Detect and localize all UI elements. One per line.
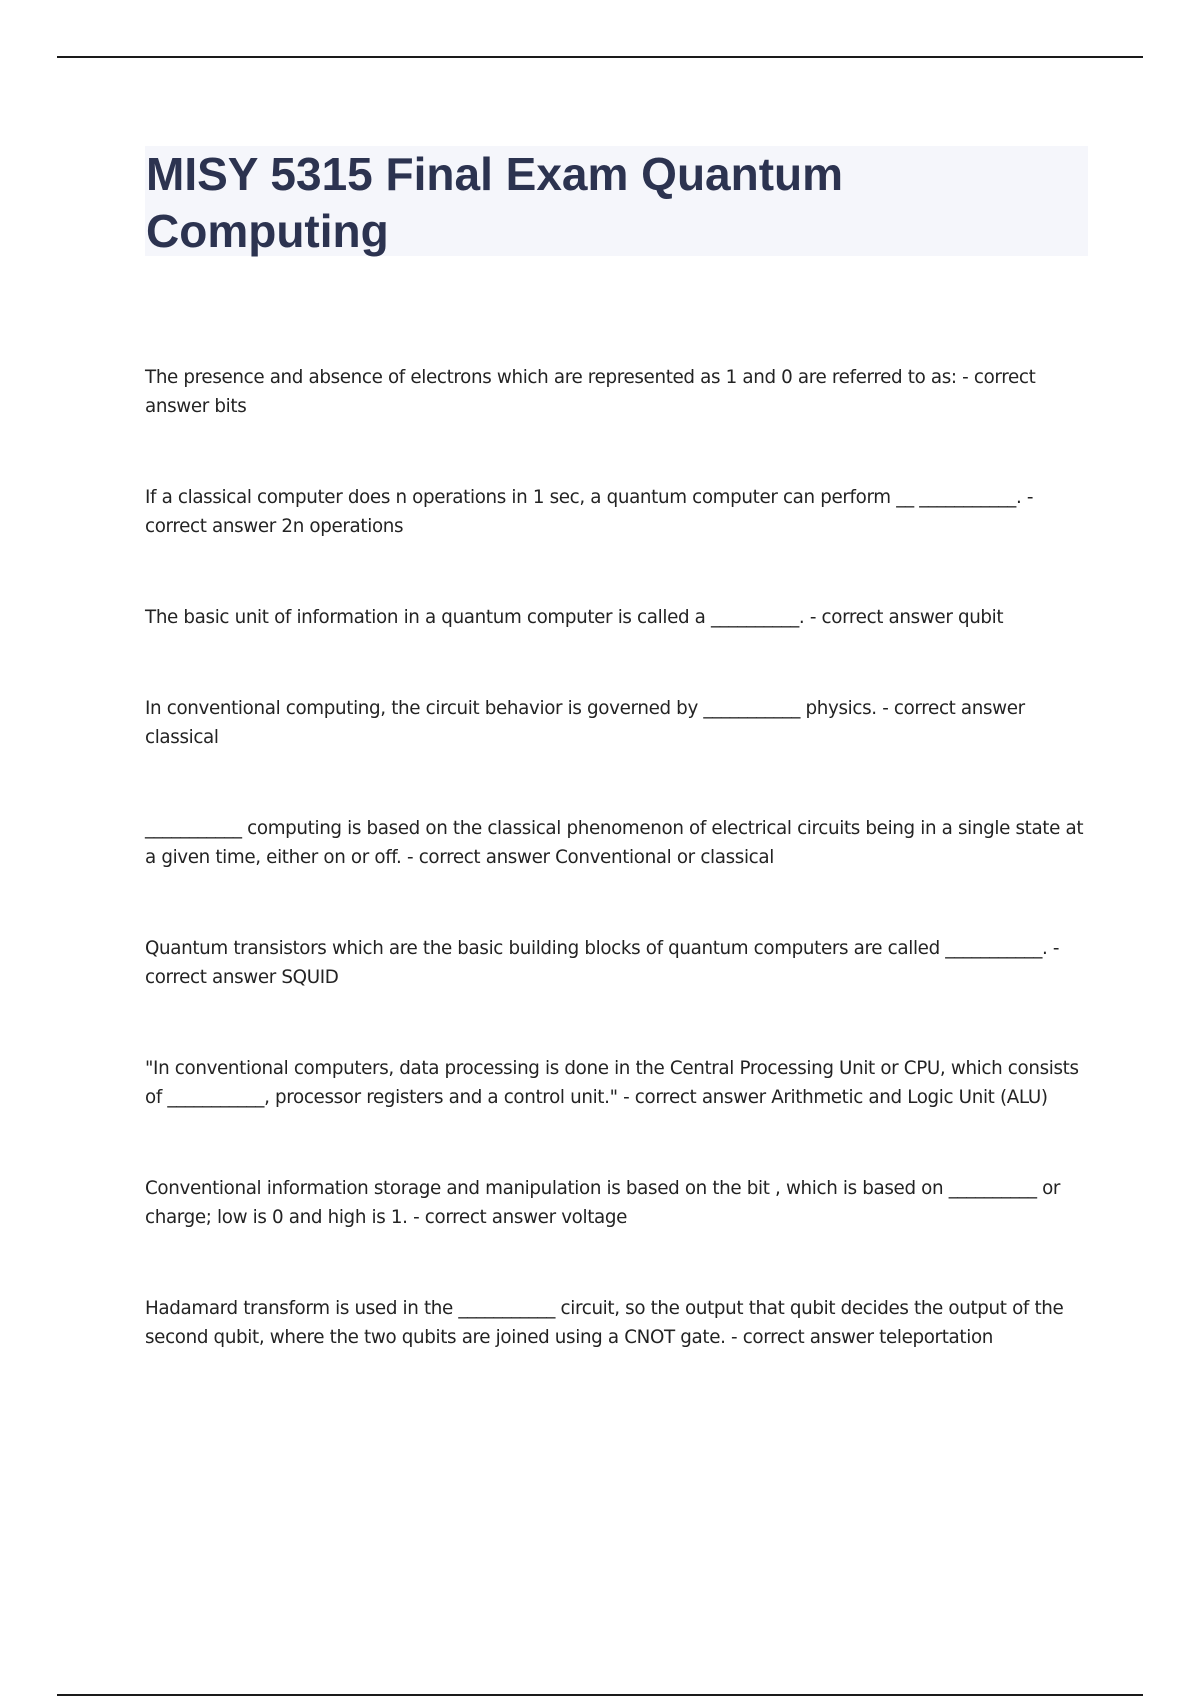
qa-item: The presence and absence of electrons which are represented as 1 and 0 are referred to as: - correct answer bits [145,367,1036,418]
title-block [145,146,1088,256]
qa-list [145,345,1093,1414]
qa-item: In conventional computing, the circuit behavior is governed by ___________ physics. - correct answer classical [145,698,1025,749]
qa-item: "In conventional computers, data processing is done in the Central Processing Unit or CPU, which consists of ___________, processor registers and a control unit." - correct answer Arithmetic and Logic Unit (ALU) [145,1058,1079,1109]
page-title: MISY 5315 Final Exam Quantum Computing [146,148,844,257]
qa-item: Hadamard transform is used in the ___________ circuit, so the output that qubit decides the output of the second qubit, where the two qubits are joined using a CNOT gate. - correct answer teleportation [145,1298,1064,1349]
qa-item: If a classical computer does n operations in 1 sec, a quantum computer can perform __ ___________. - correct answer 2n operations [145,487,1034,538]
qa-item: The basic unit of information in a quantum computer is called a __________. - correct answer qubit [145,607,1004,629]
bottom-divider [57,1694,1143,1696]
qa-item: ___________ computing is based on the classical phenomenon of electrical circuits being in a single state at a given time, either on or off. - correct answer Conventional or classical [145,818,1084,869]
qa-item: Quantum transistors which are the basic building blocks of quantum computers are called ___________. - correct answer SQUID [145,938,1060,989]
qa-item: Conventional information storage and manipulation is based on the bit , which is based on __________ or charge; low is 0 and high is 1. - correct answer voltage [145,1178,1061,1229]
top-divider [57,56,1143,58]
